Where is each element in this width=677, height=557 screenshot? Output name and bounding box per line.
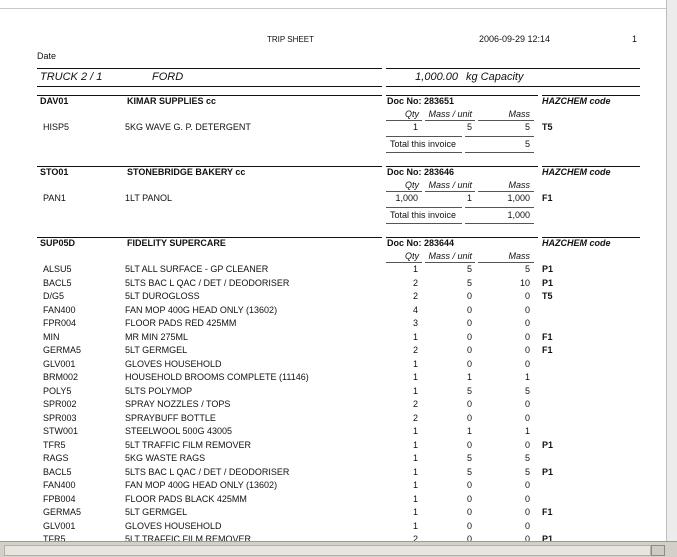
label-rule-qty bbox=[386, 120, 422, 121]
report-datetime: 2006-09-29 12:14 bbox=[479, 34, 551, 44]
item-mass: 10 bbox=[519, 277, 530, 288]
label-rule-qty bbox=[386, 191, 422, 192]
item-qty: 1 bbox=[412, 358, 418, 369]
total-rule-top-label bbox=[386, 136, 462, 137]
truck-rule-top-right bbox=[386, 68, 640, 69]
item-qty: 1 bbox=[412, 493, 418, 504]
item-code: SPR003 bbox=[43, 412, 77, 423]
item-hazchem: F1 bbox=[542, 345, 553, 355]
mass-per-unit-header: Mass / unit bbox=[428, 109, 472, 119]
item-mass-per-unit: 0 bbox=[466, 412, 472, 423]
item-description: GLOVES HOUSEHOLD bbox=[125, 520, 222, 531]
item-mass-per-unit: 1 bbox=[466, 193, 472, 203]
item-code: BACL5 bbox=[43, 277, 72, 288]
doc-number: Doc No: 283646 bbox=[387, 167, 455, 177]
item-mass-per-unit: 0 bbox=[466, 291, 472, 301]
item-qty: 1 bbox=[412, 385, 418, 396]
item-mass: 5 bbox=[524, 122, 530, 132]
item-description: MR MIN 275ML bbox=[125, 331, 189, 342]
item-code: SPR002 bbox=[43, 399, 77, 409]
report-title: TRIP SHEET bbox=[267, 35, 314, 44]
item-hazchem: P1 bbox=[542, 534, 554, 541]
item-description: GLOVES HOUSEHOLD bbox=[125, 358, 222, 369]
item-qty: 1 bbox=[412, 466, 418, 477]
item-description: 5LT GERMGEL bbox=[125, 507, 188, 517]
total-rule-bottom-label bbox=[386, 152, 462, 153]
item-hazchem: T5 bbox=[542, 122, 553, 132]
item-mass-per-unit: 5 bbox=[466, 385, 472, 396]
customer-code: SUP05D bbox=[40, 238, 76, 248]
total-label: Total this invoice bbox=[390, 138, 457, 149]
item-mass-per-unit: 5 bbox=[466, 277, 472, 288]
item-mass-per-unit: 1 bbox=[466, 426, 472, 436]
item-mass: 0 bbox=[524, 534, 530, 541]
item-qty: 1 bbox=[412, 520, 418, 531]
item-description: FAN MOP 400G HEAD ONLY (13602) bbox=[125, 480, 278, 490]
item-code: TFR5 bbox=[43, 439, 66, 450]
label-rule-mass bbox=[478, 191, 534, 192]
total-rule-top-value bbox=[465, 136, 534, 137]
item-hazchem: P1 bbox=[542, 439, 554, 450]
item-mass-per-unit: 0 bbox=[466, 520, 472, 531]
horizontal-scroll-thumb[interactable] bbox=[651, 545, 665, 556]
item-qty: 3 bbox=[412, 318, 418, 328]
item-description: 1LT PANOL bbox=[125, 193, 173, 203]
hazchem-header: HAZCHEM code bbox=[542, 167, 611, 177]
total-rule-top-value bbox=[465, 207, 534, 208]
item-mass-per-unit: 1 bbox=[466, 372, 472, 382]
item-code: FPB004 bbox=[43, 493, 76, 504]
item-mass: 1 bbox=[524, 426, 530, 436]
item-mass-per-unit: 0 bbox=[466, 493, 472, 504]
item-mass: 5 bbox=[524, 466, 530, 477]
report-page bbox=[0, 9, 666, 541]
item-mass: 0 bbox=[524, 399, 530, 409]
item-code: PAN1 bbox=[43, 193, 66, 203]
doc-number: Doc No: 283651 bbox=[387, 96, 455, 106]
item-mass-per-unit: 0 bbox=[466, 480, 472, 490]
item-qty: 1 bbox=[412, 122, 418, 132]
item-description: 5LTS BAC L QAC / DET / DEODORISER bbox=[125, 466, 290, 477]
item-mass-per-unit: 5 bbox=[466, 122, 472, 132]
item-qty: 1 bbox=[412, 480, 418, 490]
truck-rule-top-left bbox=[37, 68, 382, 69]
truck-rule-bottom-left bbox=[37, 86, 382, 87]
item-code: STW001 bbox=[43, 426, 79, 436]
qty-header: Qty bbox=[404, 109, 419, 119]
capacity-label: kg Capacity bbox=[466, 71, 524, 83]
item-mass: 5 bbox=[524, 453, 530, 463]
item-mass-per-unit: 0 bbox=[466, 399, 472, 409]
item-code: MIN bbox=[43, 331, 60, 342]
item-description: HOUSEHOLD BROOMS COMPLETE (11146) bbox=[125, 372, 309, 382]
item-mass-per-unit: 0 bbox=[466, 345, 472, 355]
item-qty: 1 bbox=[412, 439, 418, 450]
item-mass: 0 bbox=[524, 291, 530, 301]
truck-capacity: 1,000.00 bbox=[415, 71, 458, 83]
item-mass: 0 bbox=[524, 507, 530, 517]
page-number: 1 bbox=[632, 34, 638, 44]
item-mass-per-unit: 5 bbox=[466, 466, 472, 477]
item-qty: 1 bbox=[412, 331, 418, 342]
item-qty: 2 bbox=[412, 399, 418, 409]
item-code: FPR004 bbox=[43, 318, 77, 328]
item-qty: 4 bbox=[412, 304, 418, 315]
item-code: GLV001 bbox=[43, 358, 76, 369]
mass-header: Mass bbox=[508, 109, 530, 119]
total-rule-bottom-value bbox=[465, 152, 534, 153]
item-code: GERMA5 bbox=[43, 507, 82, 517]
item-mass: 5 bbox=[524, 264, 530, 274]
item-description: 5LTS POLYMOP bbox=[125, 385, 193, 396]
item-description: 5KG WAVE G. P. DETERGENT bbox=[125, 122, 251, 132]
item-mass-per-unit: 0 bbox=[466, 439, 472, 450]
customer-name: KIMAR SUPPLIES cc bbox=[127, 96, 217, 106]
item-hazchem: T5 bbox=[542, 291, 553, 301]
item-description: STEELWOOL 500G 43005 bbox=[125, 426, 233, 436]
mass-per-unit-header: Mass / unit bbox=[428, 180, 472, 190]
truck-make: FORD bbox=[152, 71, 184, 83]
item-mass: 0 bbox=[524, 318, 530, 328]
customer-code: STO01 bbox=[40, 167, 69, 177]
vertical-scrollbar[interactable] bbox=[666, 0, 677, 556]
item-code: BACL5 bbox=[43, 466, 72, 477]
total-rule-top-label bbox=[386, 207, 462, 208]
item-description: 5LT DUROGLOSS bbox=[125, 291, 200, 301]
item-mass: 0 bbox=[524, 345, 530, 355]
item-hazchem: F1 bbox=[542, 331, 553, 342]
total-rule-bottom-value bbox=[465, 223, 534, 224]
item-qty: 1,000 bbox=[395, 193, 418, 203]
customer-name: STONEBRIDGE BAKERY cc bbox=[127, 167, 246, 177]
total-value: 1,000 bbox=[507, 209, 530, 220]
item-mass: 0 bbox=[524, 439, 530, 450]
item-description: FAN MOP 400G HEAD ONLY (13602) bbox=[125, 304, 278, 315]
item-qty: 1 bbox=[412, 372, 418, 382]
hazchem-header: HAZCHEM code bbox=[542, 238, 611, 248]
item-mass-per-unit: 0 bbox=[466, 534, 472, 541]
mass-header: Mass bbox=[508, 251, 530, 261]
item-hazchem: F1 bbox=[542, 507, 553, 517]
item-description: FLOOR PADS BLACK 425MM bbox=[125, 493, 247, 504]
item-mass-per-unit: 0 bbox=[466, 331, 472, 342]
item-mass: 5 bbox=[524, 385, 530, 396]
customer-code: DAV01 bbox=[40, 96, 69, 106]
item-hazchem: P1 bbox=[542, 277, 554, 288]
item-description: SPRAYBUFF BOTTLE bbox=[125, 412, 216, 423]
item-code: BRM002 bbox=[43, 372, 79, 382]
item-mass: 1 bbox=[524, 372, 530, 382]
item-code: POLY5 bbox=[43, 385, 72, 396]
customer-name: FIDELITY SUPERCARE bbox=[127, 238, 226, 248]
item-hazchem: P1 bbox=[542, 466, 554, 477]
item-mass-per-unit: 0 bbox=[466, 318, 472, 328]
item-mass: 1,000 bbox=[507, 193, 530, 203]
item-qty: 2 bbox=[412, 345, 418, 355]
item-qty: 1 bbox=[412, 264, 418, 274]
item-code: RAGS bbox=[43, 453, 69, 463]
item-mass-per-unit: 0 bbox=[466, 304, 472, 315]
qty-header: Qty bbox=[404, 251, 419, 261]
qty-header: Qty bbox=[404, 180, 419, 190]
item-qty: 2 bbox=[412, 534, 418, 541]
item-mass-per-unit: 0 bbox=[466, 358, 472, 369]
doc-number: Doc No: 283644 bbox=[387, 238, 455, 248]
item-description: 5LT GERMGEL bbox=[125, 345, 188, 355]
item-code: HISP5 bbox=[43, 122, 70, 132]
horizontal-scroll-track[interactable] bbox=[4, 545, 651, 556]
viewer-top-edge bbox=[0, 0, 677, 9]
item-hazchem: P1 bbox=[542, 264, 554, 274]
item-mass: 0 bbox=[524, 520, 530, 531]
item-description: FLOOR PADS RED 425MM bbox=[125, 318, 237, 328]
truck-rule-bottom-right bbox=[386, 86, 640, 87]
item-code: ALSU5 bbox=[43, 264, 72, 274]
item-mass: 0 bbox=[524, 493, 530, 504]
item-mass: 0 bbox=[524, 304, 530, 315]
item-description: SPRAY NOZZLES / TOPS bbox=[125, 399, 231, 409]
item-hazchem: F1 bbox=[542, 193, 553, 203]
item-description: 5LT ALL SURFACE - GP CLEANER bbox=[125, 264, 269, 274]
item-description: 5KG WASTE RAGS bbox=[125, 453, 206, 463]
total-value: 5 bbox=[524, 138, 530, 149]
date-label: Date bbox=[37, 51, 57, 61]
label-rule-unit bbox=[425, 262, 475, 263]
label-rule-qty bbox=[386, 262, 422, 263]
item-qty: 1 bbox=[412, 507, 418, 517]
item-mass: 0 bbox=[524, 331, 530, 342]
item-qty: 2 bbox=[412, 412, 418, 423]
item-qty: 1 bbox=[412, 426, 418, 436]
item-code: D/G5 bbox=[43, 291, 65, 301]
item-code: GLV001 bbox=[43, 520, 76, 531]
item-qty: 2 bbox=[412, 277, 418, 288]
truck-id: TRUCK 2 / 1 bbox=[40, 71, 103, 83]
item-qty: 1 bbox=[412, 453, 418, 463]
item-code: FAN400 bbox=[43, 304, 76, 315]
item-code: FAN400 bbox=[43, 480, 76, 490]
mass-per-unit-header: Mass / unit bbox=[428, 251, 472, 261]
total-rule-bottom-label bbox=[386, 223, 462, 224]
label-rule-unit bbox=[425, 120, 475, 121]
item-description: 5LTS BAC L QAC / DET / DEODORISER bbox=[125, 277, 290, 288]
label-rule-unit bbox=[425, 191, 475, 192]
label-rule-mass bbox=[478, 120, 534, 121]
item-mass: 0 bbox=[524, 358, 530, 369]
item-mass-per-unit: 5 bbox=[466, 264, 472, 274]
mass-header: Mass bbox=[508, 180, 530, 190]
item-qty: 2 bbox=[412, 291, 418, 301]
total-label: Total this invoice bbox=[390, 209, 457, 220]
item-mass: 0 bbox=[524, 480, 530, 490]
item-code: GERMA5 bbox=[43, 345, 82, 355]
item-mass-per-unit: 5 bbox=[466, 453, 472, 463]
item-mass-per-unit: 0 bbox=[466, 507, 472, 517]
item-description: 5LT TRAFFIC FILM REMOVER bbox=[125, 534, 252, 541]
label-rule-mass bbox=[478, 262, 534, 263]
item-mass: 0 bbox=[524, 412, 530, 423]
hazchem-header: HAZCHEM code bbox=[542, 96, 611, 106]
item-code: TFR5 bbox=[43, 534, 66, 541]
item-description: 5LT TRAFFIC FILM REMOVER bbox=[125, 439, 252, 450]
